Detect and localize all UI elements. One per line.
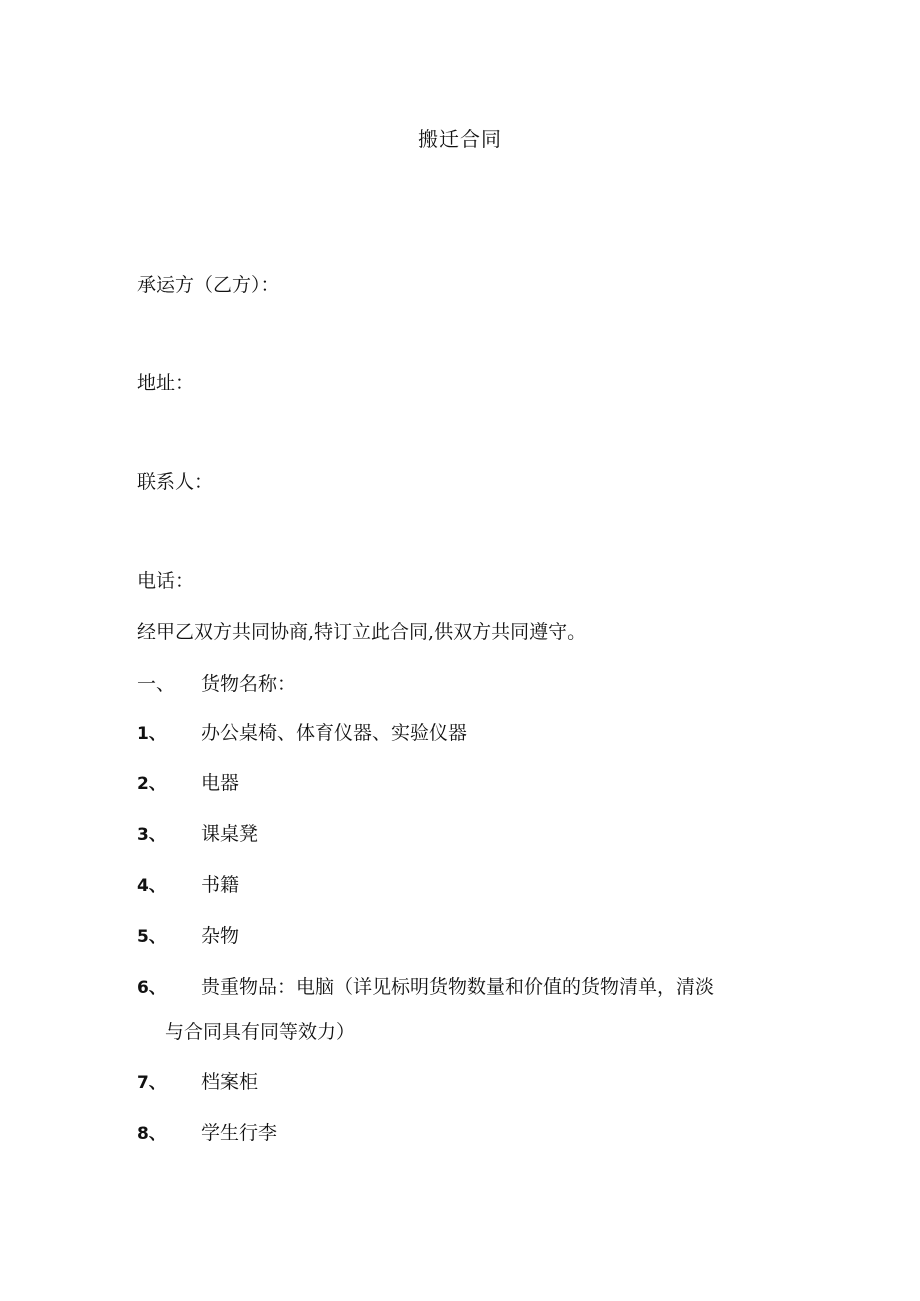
list-item-continuation: 与合同具有同等效力）: [165, 1021, 356, 1043]
list-item: [137, 972, 714, 1003]
section-title: 货物名称：: [201, 673, 297, 695]
list-item-text: 书籍: [201, 874, 240, 896]
list-item: [137, 921, 239, 952]
list-item-text: 杂物: [201, 925, 240, 947]
list-item-text: 电器: [201, 772, 240, 794]
address-field-label: 地址：: [137, 372, 195, 394]
list-item: [137, 870, 239, 901]
list-item-text: 档案柜: [201, 1071, 259, 1093]
list-item-number: 4、: [137, 876, 166, 896]
list-item: [137, 718, 467, 749]
list-item-text: 贵重物品：电脑（详见标明货物数量和价值的货物清单，清淡: [201, 976, 715, 998]
list-item-number: 7、: [137, 1073, 166, 1093]
list-item: [137, 819, 258, 850]
list-item-number: 5、: [137, 927, 166, 947]
list-item-text: 学生行李: [201, 1122, 278, 1144]
list-item-number: 2、: [137, 774, 166, 794]
phone-field-label: 电话：: [137, 570, 195, 592]
document-title: 搬迁合同: [418, 127, 502, 151]
list-item-number: 8、: [137, 1124, 166, 1144]
list-item: [137, 1118, 277, 1149]
list-item-text: 办公桌椅、体育仪器、实验仪器: [201, 722, 468, 744]
contact-field-label: 联系人：: [137, 471, 214, 493]
list-item: [137, 1067, 258, 1098]
section-number: 一、: [137, 673, 176, 695]
intro-paragraph: 经甲乙双方共同协商,特订立此合同,供双方共同遵守。: [137, 621, 587, 643]
list-item-number: 6、: [137, 978, 166, 998]
list-item-text: 课桌凳: [201, 823, 259, 845]
section-heading: [137, 669, 296, 699]
list-item-number: 3、: [137, 825, 166, 845]
list-item: [137, 768, 239, 799]
carrier-field-label: 承运方（乙方）：: [137, 274, 280, 296]
list-item-number: 1、: [137, 724, 166, 744]
